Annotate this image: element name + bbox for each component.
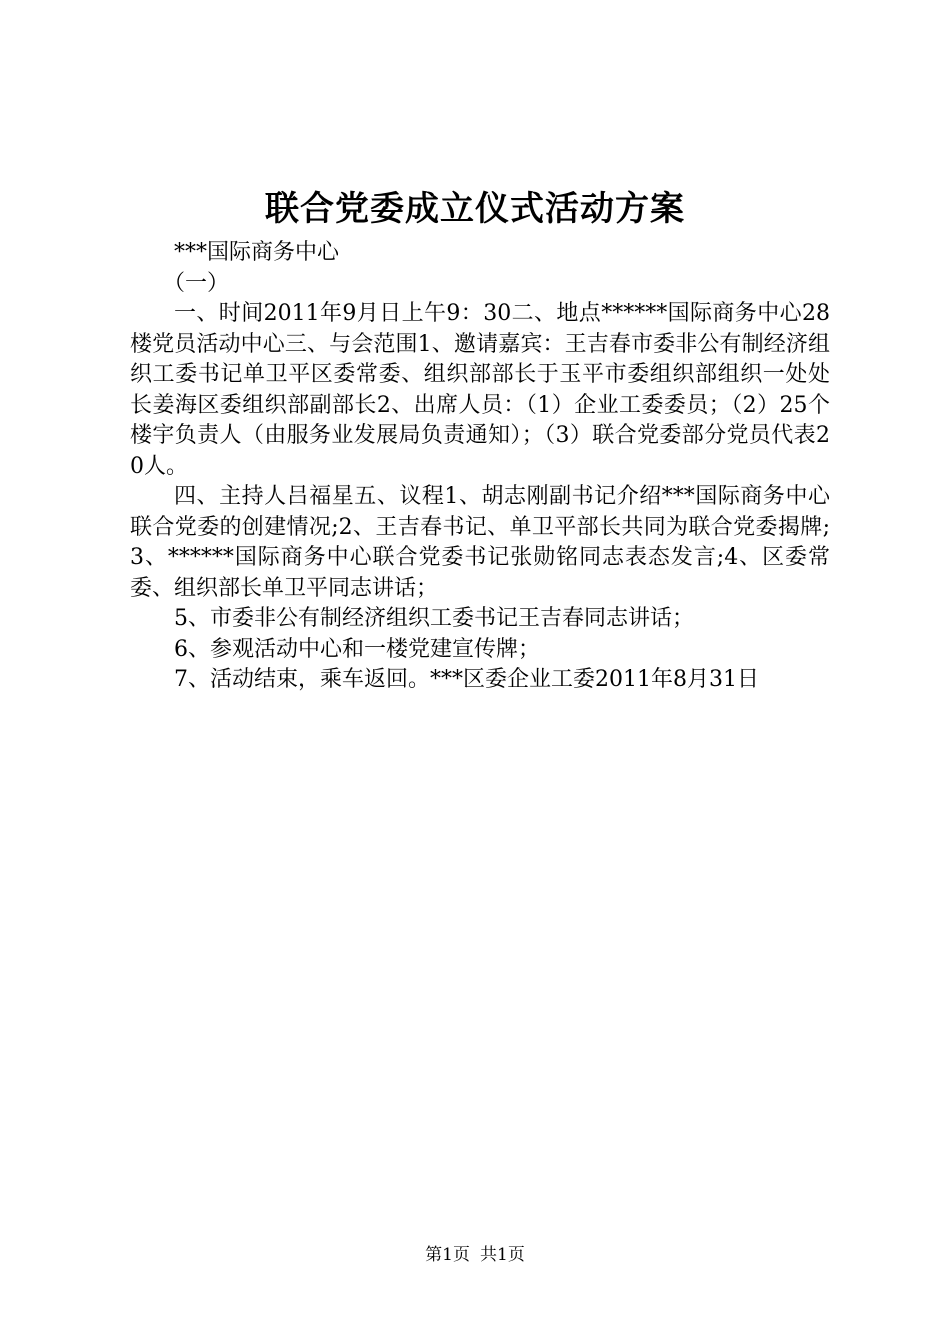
paragraph-2: 四、主持人吕福星五、议程1、胡志刚副书记介绍***国际商务中心联合党委的创建情况;2、王吉春书记、单卫平部长共同为联合党委揭牌;3、******国际商务中心联合党委书记张勋铭同志表态发言;4、区委常委、组织部长单卫平同志讲话； [130, 484, 830, 601]
page-number: 第1页 [425, 1245, 470, 1265]
organization-line: ***国际商务中心 [174, 240, 340, 265]
page-footer [0, 1243, 950, 1267]
section-marker: （一） [163, 270, 230, 296]
document-title: 联合党委成立仪式活动方案 [265, 189, 685, 229]
paragraph-1: 一、时间2011年9月日上午9：30二、地点******国际商务中心28楼党员活动中心三、与会范围1、邀请嘉宾：王吉春市委非公有制经济组织工委书记单卫平区委常委、组织部部长于玉平市委组织部组织一处处长姜海区委组织部副部长2、出席人员：（1）企业工委委员；（2）25个楼宇负责人（由服务业发展局负责通知）；（3）联合党委部分党员代表20人。 [130, 301, 830, 479]
paragraph-5: 7、活动结束，乘车返回。***区委企业工委2011年8月31日 [174, 667, 759, 692]
page-total: 共1页 [480, 1245, 525, 1265]
document-body [130, 238, 830, 696]
paragraph-3: 5、市委非公有制经济组织工委书记王吉春同志讲话； [174, 606, 694, 631]
paragraph-4: 6、参观活动中心和一楼党建宣传牌； [174, 636, 540, 662]
